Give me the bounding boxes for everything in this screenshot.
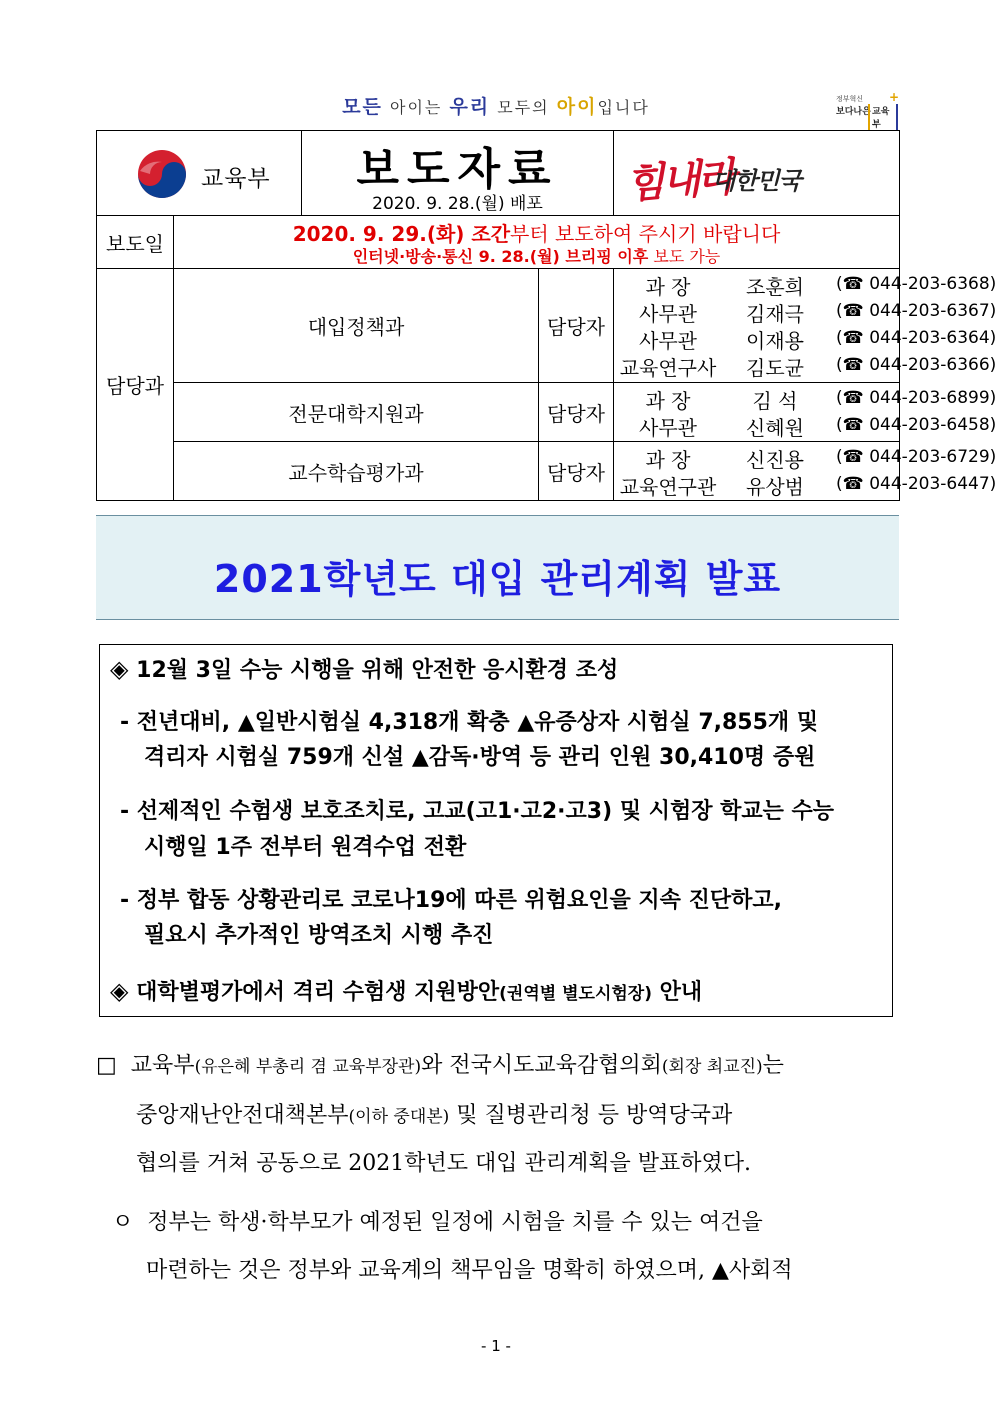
summary-bullet-cont: 시행일 1주 전부터 원격수업 전환 [144, 835, 467, 860]
contact-person [614, 471, 996, 499]
release-text: 부터 보도하여 주시기 바랍니다 [510, 222, 781, 246]
slogan-logo-cell [614, 131, 900, 216]
release-label [97, 216, 174, 269]
release-online: 인터넷·방송·통신 9. 28.(월) 브리핑 이후 [352, 247, 649, 266]
taegeuk-emblem-icon [137, 149, 187, 199]
person-phone: (☎ 044-203-6899) [836, 388, 996, 408]
contact-person [614, 325, 996, 353]
paragraph-text: 교육부 [130, 1053, 195, 1078]
cheer-up-korea-logo [614, 131, 899, 215]
role-text: 담당자 [547, 315, 605, 339]
contact-people [614, 442, 996, 501]
ministry-cell [97, 131, 302, 216]
department-name-text: 대입정책과 [307, 315, 405, 339]
department-name-text: 전문대학지원과 [288, 401, 424, 426]
person-position: 사무관 [639, 416, 697, 440]
phone-number: 044-203-6364 [869, 328, 990, 348]
paragraph-text: 중앙재난안전대책본부 [136, 1103, 349, 1128]
summary-bullet: - 정부 합동 상황관리로 코로나19에 따른 위험요인을 지속 진단하고, [120, 888, 782, 913]
person-name: 신진용 [746, 448, 804, 472]
release-label-text: 보도일 [106, 231, 164, 256]
contacts-label-text: 담당과 [106, 374, 164, 398]
contact-people [614, 383, 996, 442]
phone-icon: ☎ [842, 415, 864, 435]
paragraph-text: 는 [762, 1053, 784, 1078]
paragraph-line [96, 1048, 784, 1079]
slogan-word: 모든 [342, 96, 383, 118]
person-position: 교육연구사 [619, 356, 717, 380]
paragraph-paren: (회장 최교진) [661, 1057, 763, 1077]
phone-number: 044-203-6447 [869, 474, 990, 494]
person-name: 김 석 [752, 389, 798, 413]
release-online-text: 보도 가능 [648, 247, 721, 266]
department-name [174, 269, 539, 383]
phone-icon: ☎ [842, 474, 864, 494]
summary-bullet-cont: 필요시 추가적인 방역조치 시행 추진 [144, 923, 494, 948]
role-label [539, 383, 614, 442]
title-cell [302, 131, 614, 216]
contact-person [614, 444, 996, 472]
slogan-word: 아이 [556, 96, 598, 118]
person-name: 김재극 [746, 302, 804, 326]
summary-heading [110, 975, 702, 1006]
summary-heading-paren: (권역별 별도시험장) [499, 984, 652, 1004]
ministry-name: 교육부 [201, 166, 271, 192]
contact-person [614, 352, 996, 380]
contacts-label [97, 269, 174, 501]
slogan-text: 입니다 [597, 98, 650, 117]
paragraph-line: 협의를 거쳐 공동으로 2021학년도 대입 관리계획을 발표하였다. [136, 1151, 751, 1176]
paragraph-paren: (유은혜 부총리 겸 교육부장관) [194, 1057, 422, 1077]
phone-number: 044-203-6367 [869, 301, 990, 321]
summary-bullet-cont: 격리자 시험실 759개 신설 ▲감독·방역 등 관리 인원 30,410명 증원 [144, 745, 816, 770]
person-phone: (☎ 044-203-6366) [836, 355, 996, 375]
summary-heading-text: 12월 3일 수능 시행을 위해 안전한 응시환경 조성 [136, 658, 619, 683]
person-phone: (☎ 044-203-6364) [836, 328, 996, 348]
phone-icon: ☎ [842, 355, 864, 375]
main-title-banner [96, 515, 899, 620]
paragraph-text: 와 전국시도교육감협의회 [421, 1053, 662, 1078]
role-text: 담당자 [547, 460, 605, 485]
person-phone: (☎ 044-203-6367) [836, 301, 996, 321]
slogan-text: 모두의 [490, 98, 557, 117]
distribution-date: 2020. 9. 28.(월) 배포 [372, 194, 543, 214]
slogan-word: 우리 [449, 96, 491, 118]
contact-person [614, 412, 996, 440]
logo-small-text: 정부혁신 [836, 95, 864, 103]
summary-bullet: - 선제적인 수험생 보호조치로, 고교(고1·고2·고3) 및 시험장 학교는 수능 [120, 799, 835, 824]
person-position: 과 장 [645, 275, 691, 299]
person-name: 이재용 [746, 329, 804, 353]
logo-left-text: 보다나은 [836, 107, 871, 117]
checkbox-bullet-icon: □ [96, 1053, 117, 1078]
diamond-icon: ◈ [110, 655, 129, 683]
paragraph-line [136, 1098, 732, 1129]
slogan-text: 아이는 [382, 98, 450, 117]
circle-bullet-icon: ㅇ [112, 1210, 134, 1235]
summary-heading-end: 안내 [652, 980, 703, 1005]
person-phone: (☎ 044-203-6447) [836, 474, 996, 494]
slogan-red-text: 힘내라 [624, 154, 735, 208]
person-position: 사무관 [639, 329, 697, 353]
main-title: 2021학년도 대입 관리계획 발표 [213, 557, 782, 601]
paragraph-paren: (이하 중대본) [348, 1107, 450, 1127]
person-position: 교육연구관 [619, 475, 717, 499]
role-text: 담당자 [547, 401, 605, 426]
contact-person [614, 298, 996, 326]
phone-number: 044-203-6368 [869, 274, 990, 294]
contact-person [614, 385, 996, 413]
paragraph-text: 및 질병관리청 등 방역당국과 [449, 1103, 733, 1128]
phone-number: 044-203-6458 [869, 415, 990, 435]
phone-icon: ☎ [842, 301, 864, 321]
paragraph-line: 마련하는 것은 정부와 교육계의 책무임을 명확히 하였으며, ▲사회적 [146, 1258, 793, 1283]
person-name: 유상범 [746, 475, 804, 499]
person-phone: (☎ 044-203-6729) [836, 447, 996, 467]
person-position: 사무관 [639, 302, 697, 326]
department-name [174, 442, 539, 501]
phone-number: 044-203-6729 [869, 447, 990, 467]
phone-icon: ☎ [842, 274, 864, 294]
paragraph-text: 정부는 학생·학부모가 예정된 일정에 시험을 치를 수 있는 여건을 [147, 1210, 763, 1235]
phone-icon: ☎ [842, 328, 864, 348]
phone-number: 044-203-6366 [869, 355, 990, 375]
contact-person [614, 271, 996, 299]
release-date: 2020. 9. 29.(화) 조간 [292, 222, 511, 246]
summary-bullet: - 전년대비, ▲일반시험실 4,318개 확충 ▲유증상자 시험실 7,855개 및 [120, 710, 819, 735]
summary-box [99, 644, 893, 1017]
release-line-2 [174, 244, 899, 267]
role-label [539, 442, 614, 501]
person-phone: (☎ 044-203-6368) [836, 274, 996, 294]
department-name-text: 교수학습평가과 [288, 460, 424, 485]
logo-right-text: 교육부 [868, 104, 898, 130]
person-name: 김도균 [746, 356, 804, 380]
release-cell [174, 216, 900, 269]
paragraph-line [112, 1205, 763, 1236]
press-release-title: 보도자료 [356, 144, 559, 195]
phone-icon: ☎ [842, 388, 864, 408]
government-innovation-logo [834, 90, 900, 130]
person-position: 과 장 [645, 389, 691, 413]
page-number: - 1 - [481, 1337, 511, 1355]
person-name: 신혜원 [746, 416, 804, 440]
person-name: 조훈희 [746, 275, 804, 299]
plus-icon: + [889, 90, 900, 104]
phone-icon: ☎ [842, 447, 864, 467]
diamond-icon: ◈ [110, 977, 129, 1005]
person-position: 과 장 [645, 448, 691, 472]
summary-heading-text: 대학별평가에서 격리 수험생 지원방안 [136, 980, 500, 1005]
department-name [174, 383, 539, 442]
slogan-black-text: 대한민국 [712, 167, 801, 195]
press-header-table [96, 130, 996, 501]
release-line-1 [174, 218, 899, 247]
summary-heading [110, 653, 618, 684]
role-label [539, 269, 614, 383]
contact-people [614, 269, 996, 383]
person-phone: (☎ 044-203-6458) [836, 415, 996, 435]
phone-number: 044-203-6899 [869, 388, 990, 408]
